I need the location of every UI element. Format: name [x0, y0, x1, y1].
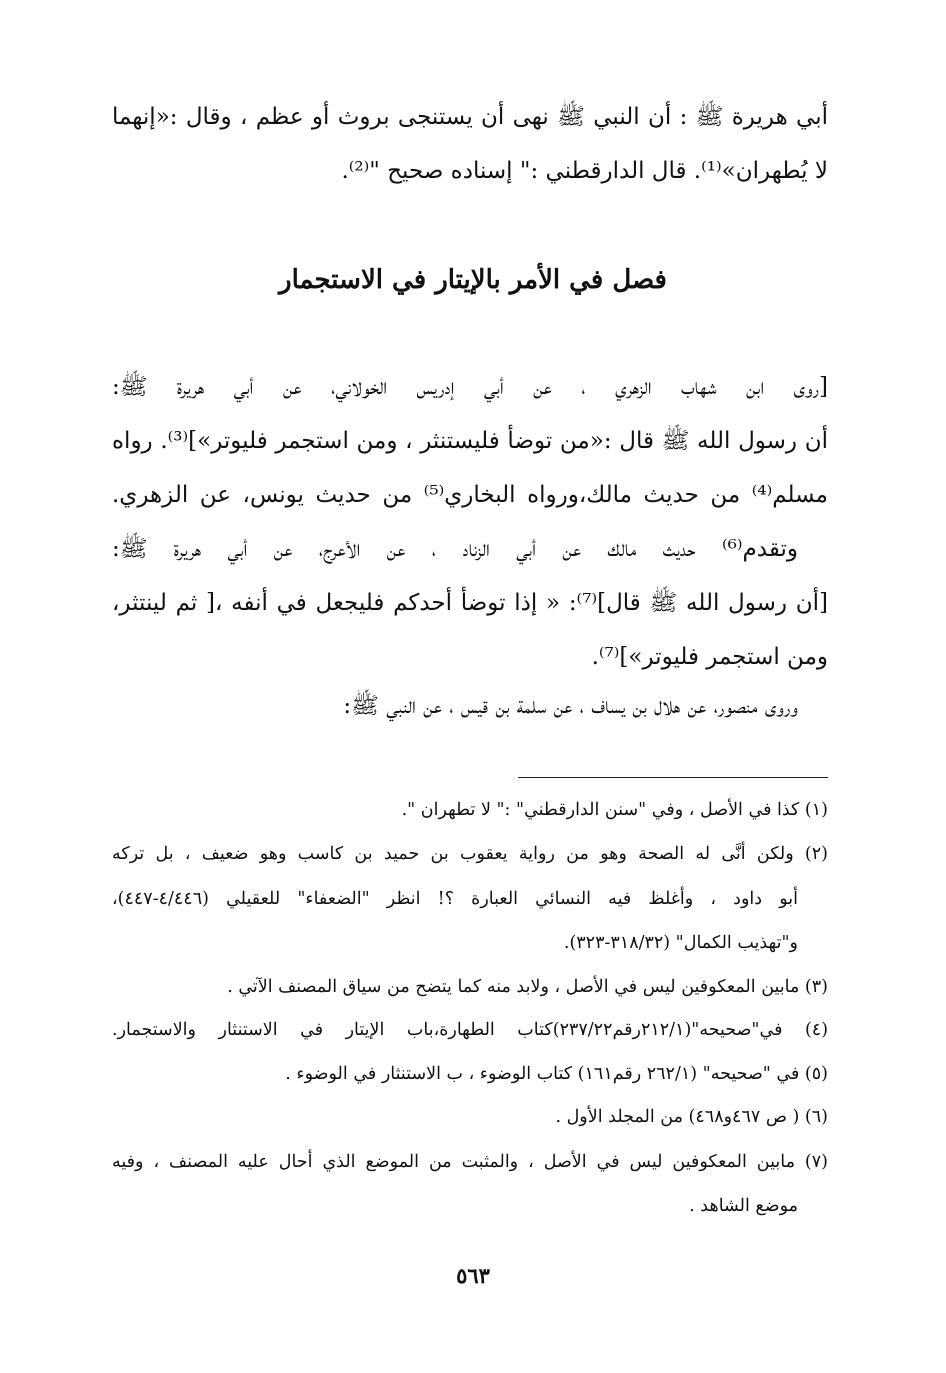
footnote-line: (١) كذا في الأصل ، وفي "سنن الدارقطني" :" لا تطهران ".	[401, 800, 828, 820]
body-line: [أن رسول الله ﷺ قال]⁽⁷⁾: « إذا توضأ أحدكم فليجعل في أنفه ،[ ثم لينتثر،	[112, 590, 828, 616]
footnote-line: (٢) ولكن أنَّى له الصحة وهو من رواية يعقوب بن حميد بن كاسب وهو ضعيف ، بل تركه	[112, 844, 828, 864]
page-number: ٥٦٣	[456, 1263, 490, 1288]
footnote-line: (٥) في "صحيحه" (٢٦٢/١ رقم١٦١) كتاب الوضوء ، ب الاستنثار في الوضوء .	[285, 1064, 828, 1084]
footnote-line: موضع الشاهد .	[689, 1196, 798, 1216]
body-line: أن رسول الله ﷺ قال :«من توضأ فليستنثر ، ومن استجمر فليوتر»]⁽³⁾. رواه	[112, 428, 828, 454]
footnote-line: و"تهذيب الكمال" (٣١٨/٣٢-٣٢٣).	[563, 933, 798, 953]
footnote-line: (٧) مابين المعكوفين ليس في الأصل ، والمثبت من الموضع الذي أحال عليه المصنف ، وفيه	[112, 1152, 828, 1172]
body-line: أبي هريرة ﷺ : أن النبي ﷺ نهى أن يستنجى بروث أو عظم ، وقال :«إنهما	[112, 104, 828, 130]
body-line: وتقدم⁽⁶⁾ حديث مالك عن أبي الزناد ، عن الأعرج، عن أبي هريرة ﷺ:	[112, 536, 798, 562]
body-line: وروى منصور، عن هلال بن يساف ، عن سلمة بن قيس ، عن النبي ﷺ:	[343, 693, 798, 719]
footnote-line: أبو داود ، وأغلظ فيه النسائي العبارة ؟! انظر "الضعفاء" للعقيلي (٤/٤٤٦-٤٤٧)،	[112, 889, 798, 909]
section-title: فصل في الأمر بالإيتار في الاستجمار	[279, 265, 667, 295]
body-line: ومن استجمر فليوتر»]⁽⁷⁾.	[591, 644, 828, 670]
footnote-divider	[518, 777, 828, 778]
footnote-line: (٣) مابين المعكوفين ليس في الأصل ، ولابد منه كما يتضح من سياق المصنف الآتي .	[227, 977, 828, 997]
body-line: مسلم⁽⁴⁾ من حديث مالك،ورواه البخاري⁽⁵⁾ من حديث يونس، عن الزهري.	[112, 482, 828, 508]
footnote-line: (٤) في"صحيحه"(٢١٢/١رقم٢٣٧/٢٢)كتاب الطهارة،باب الإيتار في الاستنثار والاستجمار.	[112, 1020, 829, 1040]
body-line: لا يُطهران»⁽¹⁾. قال الدارقطني :" إسناده صحيح "⁽²⁾.	[341, 158, 828, 184]
footnote-line: (٦) ( ص ٤٦٧و٤٦٨) من المجلد الأول .	[555, 1107, 828, 1127]
body-line: [روى ابن شهاب الزهري ، عن أبي إدريس الخولاني، عن أبي هريرة ﷺ:	[112, 374, 828, 400]
